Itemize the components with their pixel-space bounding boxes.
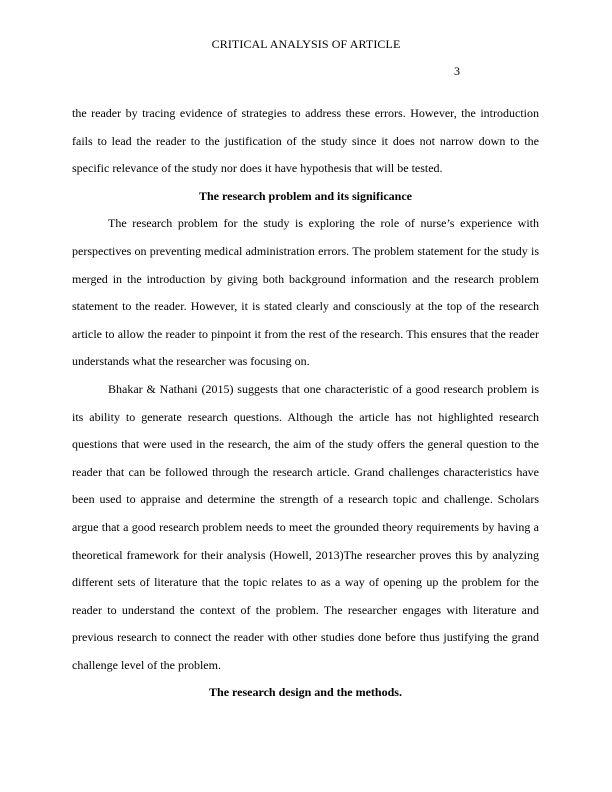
paragraph-research-problem: The research problem for the study is exploring the role of nurse’s experience with perspectives on preventing medical administration errors. The problem statement for the study is merged in the introduction by giving both background information and the research problem statement to the reader. However, it is stated clearly and consciously at the top of the research article to allow the reader to pinpoint it from the rest of the research. This ensures that the reader understands what the researcher was focusing on. <box>72 216 539 369</box>
section-heading-research-design: The research design and the methods. <box>209 685 402 700</box>
page-number: 3 <box>454 64 460 78</box>
section-heading-research-problem: The research problem and its significance <box>199 188 412 203</box>
paragraph-continuation: the reader by tracing evidence of strategies to address these errors. However, the introduction fails to lead the reader to the justification of the study since it does not narrow down to the specific relevance of the study nor does it have hypothesis that will be tested. <box>72 106 539 176</box>
running-header: CRITICAL ANALYSIS OF ARTICLE <box>211 37 401 51</box>
document-body <box>72 100 539 707</box>
paragraph-research-questions: Bhakar & Nathani (2015) suggests that one characteristic of a good research problem is its ability to generate research questions. Although the article has not highlighted research questions that were used in the research, the aim of the study offers the general question to the reader that can be followed through the research article. Grand challenges characteristics have been used to appraise and determine the strength of a research topic and challenge. Scholars argue that a good research problem needs to meet the grounded theory requirements by having a theoretical framework for their analysis (Howell, 2013)The researcher proves this by analyzing different sets of literature that the topic relates to as a way of opening up the problem for the reader to understand the context of the problem. The researcher engages with literature and previous research to connect the reader with other studies done before thus justifying the grand challenge level of the problem. <box>72 381 539 672</box>
